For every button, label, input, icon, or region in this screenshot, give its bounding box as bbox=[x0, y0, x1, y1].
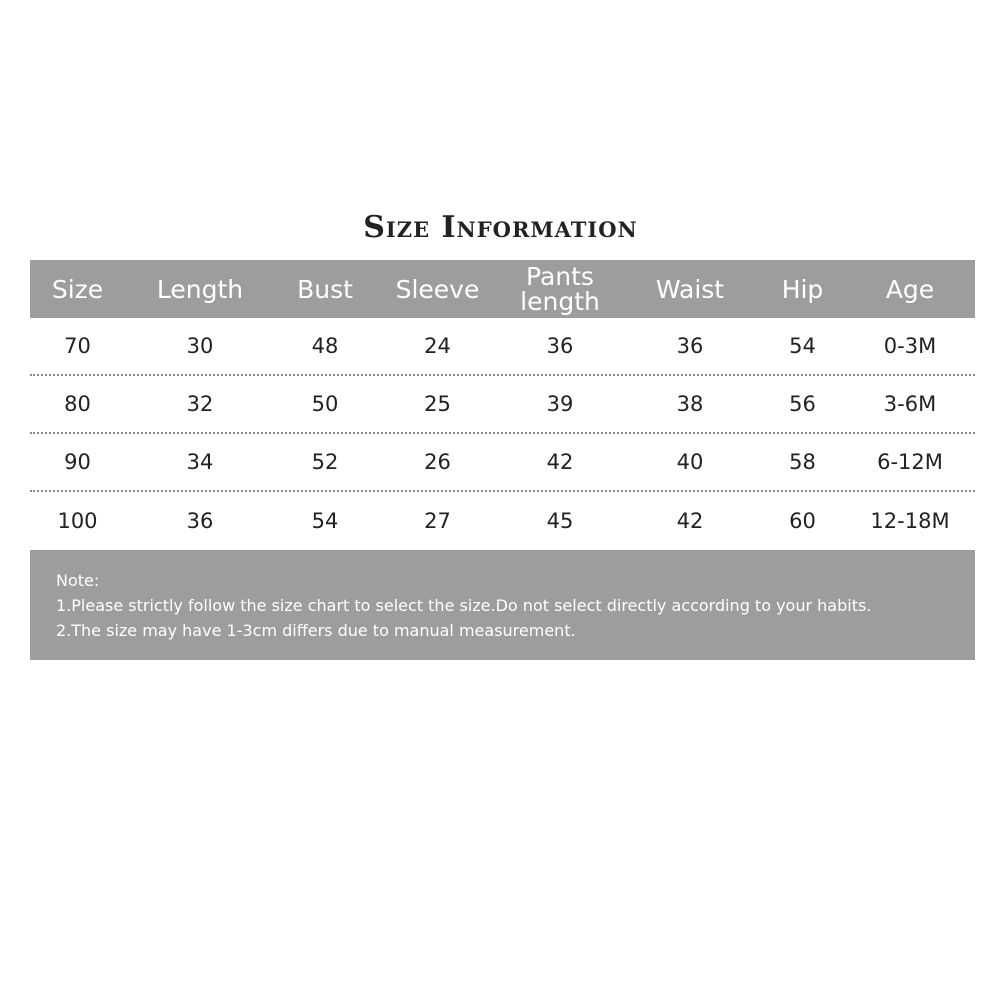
cell-size: 80 bbox=[64, 392, 91, 416]
cell-age: 0-3M bbox=[883, 334, 937, 358]
table-row bbox=[30, 434, 975, 492]
note-line-2: 2.The size may have 1-3cm differs due to manual measurement. bbox=[56, 621, 576, 640]
table-row bbox=[30, 492, 975, 550]
note-heading: Note: bbox=[56, 571, 100, 590]
header-pants-length: Pants length bbox=[520, 262, 600, 316]
cell-length: 32 bbox=[186, 392, 214, 416]
header-size: Size bbox=[51, 274, 104, 304]
cell-waist: 36 bbox=[676, 334, 704, 358]
header-hip: Hip bbox=[781, 274, 824, 304]
cell-length: 30 bbox=[186, 334, 214, 358]
cell-length: 36 bbox=[186, 509, 214, 533]
table-row bbox=[30, 318, 975, 376]
cell-waist: 40 bbox=[676, 450, 704, 474]
cell-age: 6-12M bbox=[877, 450, 943, 474]
cell-bust: 52 bbox=[311, 450, 339, 474]
cell-waist: 42 bbox=[676, 509, 704, 533]
cell-age: 3-6M bbox=[883, 392, 937, 416]
cell-pants-length: 39 bbox=[546, 392, 574, 416]
cell-sleeve: 27 bbox=[424, 509, 451, 533]
header-waist: Waist bbox=[655, 274, 725, 304]
cell-pants-length: 45 bbox=[546, 509, 574, 533]
cell-sleeve: 25 bbox=[424, 392, 451, 416]
cell-waist: 38 bbox=[676, 392, 704, 416]
header-sleeve: Sleeve bbox=[395, 274, 480, 304]
cell-sleeve: 26 bbox=[424, 450, 451, 474]
table-row bbox=[30, 376, 975, 434]
table-header-row bbox=[30, 260, 975, 318]
header-length: Length bbox=[156, 274, 244, 304]
cell-age: 12-18M bbox=[870, 509, 950, 533]
cell-hip: 60 bbox=[789, 509, 816, 533]
note-box bbox=[30, 550, 975, 660]
size-table bbox=[30, 260, 975, 550]
cell-hip: 58 bbox=[789, 450, 816, 474]
header-bust: Bust bbox=[297, 274, 353, 304]
cell-bust: 48 bbox=[311, 334, 339, 358]
cell-pants-length: 42 bbox=[546, 450, 574, 474]
header-age: Age bbox=[885, 274, 935, 304]
note-line-1: 1.Please strictly follow the size chart to select the size.Do not select directly according to your habits. bbox=[56, 596, 872, 615]
cell-hip: 56 bbox=[789, 392, 816, 416]
cell-size: 70 bbox=[64, 334, 91, 358]
cell-bust: 50 bbox=[311, 392, 339, 416]
cell-length: 34 bbox=[186, 450, 214, 474]
cell-hip: 54 bbox=[789, 334, 816, 358]
cell-bust: 54 bbox=[311, 509, 339, 533]
page-title: Size Information bbox=[363, 210, 638, 245]
cell-size: 90 bbox=[64, 450, 91, 474]
cell-size: 100 bbox=[57, 509, 98, 533]
cell-pants-length: 36 bbox=[546, 334, 574, 358]
cell-sleeve: 24 bbox=[424, 334, 451, 358]
